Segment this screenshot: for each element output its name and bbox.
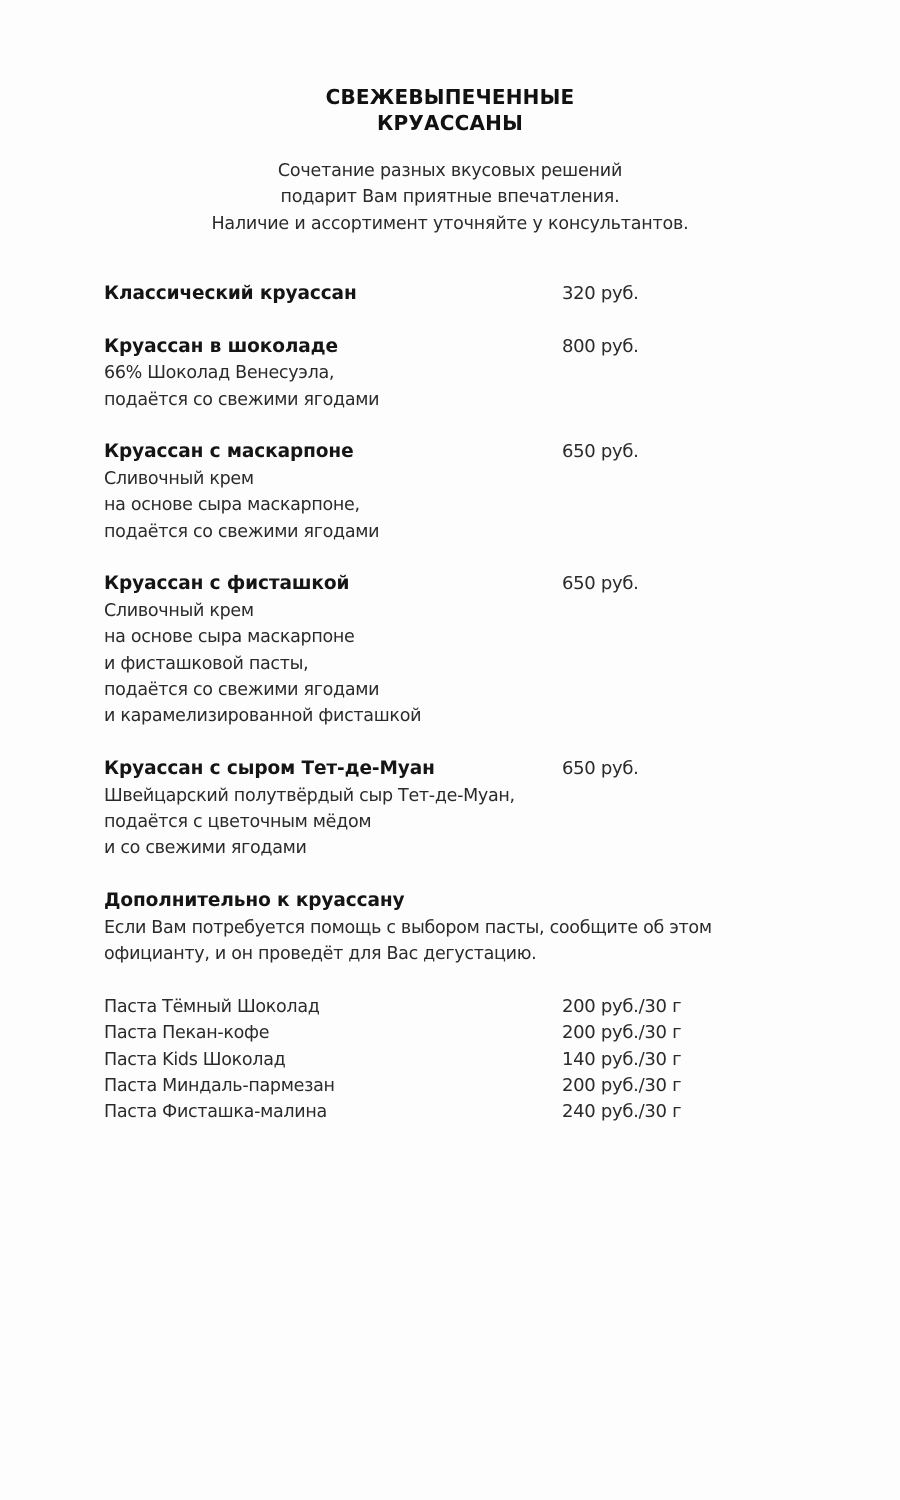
menu-item-classic-croissant [104, 281, 804, 307]
paste-name: Паста Тёмный Шоколад [104, 996, 320, 1017]
item-name: Круассан в шоколаде [104, 335, 338, 357]
paste-price: 200 руб./30 г [562, 1022, 682, 1044]
paste-row-pistachio-raspberry [104, 1099, 804, 1125]
description-line: Сливочный крем [104, 600, 254, 621]
item-description [104, 783, 804, 862]
paste-name: Паста Kids Шоколад [104, 1049, 286, 1070]
item-name: Круассан с сыром Тет-де-Муан [104, 758, 435, 780]
section-title-line-1: СВЕЖЕВЫПЕЧЕННЫЕ [325, 85, 575, 109]
extras-heading: Дополнительно к круассану [104, 890, 405, 912]
paste-row-dark-chocolate [104, 994, 804, 1020]
item-description [104, 598, 804, 730]
paste-name: Паста Фисташка-малина [104, 1102, 327, 1123]
note-line: Если Вам потребуется помощь с выбором пасты, сообщите об этом [104, 917, 712, 938]
item-price: 650 руб. [562, 441, 639, 463]
description-line: подаётся со свежими ягодами [104, 389, 380, 410]
description-line: подаётся со свежими ягодами [104, 521, 380, 542]
extras-note [104, 915, 804, 968]
paste-price: 200 руб./30 г [562, 1075, 682, 1097]
menu-item-tete-de-moine-croissant [104, 756, 804, 862]
menu-item-mascarpone-croissant [104, 439, 804, 545]
description-line: на основе сыра маскарпоне [104, 627, 355, 648]
item-description [104, 466, 804, 545]
paste-price: 200 руб./30 г [562, 995, 682, 1017]
menu-list [104, 281, 804, 1126]
subtitle-line-1: Сочетание разных вкусовых решений [277, 161, 623, 181]
item-price: 800 руб. [562, 335, 639, 357]
menu-item-pistachio-croissant [104, 571, 804, 729]
extras-section [104, 888, 804, 1126]
description-line: подаётся с цветочным мёдом [104, 812, 372, 833]
subtitle-line-3: Наличие и ассортимент уточняйте у консультантов. [211, 213, 689, 234]
paste-name: Паста Миндаль-пармезан [104, 1076, 335, 1097]
item-price: 650 руб. [562, 573, 639, 595]
subtitle-line-2: подарит Вам приятные впечатления. [280, 187, 620, 208]
item-name: Круассан с фисташкой [104, 573, 350, 595]
paste-name: Паста Пекан-кофе [104, 1023, 270, 1044]
item-name: Классический круассан [104, 283, 357, 304]
description-line: Сливочный крем [104, 468, 254, 489]
description-line: и фисташковой пасты, [104, 653, 309, 674]
menu-item-chocolate-croissant [104, 334, 804, 413]
item-price: 650 руб. [562, 758, 639, 780]
menu-header [0, 84, 900, 237]
description-line: Швейцарский полутвёрдый сыр Тет-де-Муан, [104, 785, 515, 806]
paste-row-almond-parmesan [104, 1073, 804, 1099]
item-name: Круассан с маскарпоне [104, 441, 354, 463]
description-line: и со свежими ягодами [104, 838, 307, 859]
description-line: подаётся со свежими ягодами [104, 680, 380, 701]
section-title [0, 84, 900, 136]
description-line: на основе сыра маскарпоне, [104, 495, 360, 516]
paste-row-pecan-coffee [104, 1020, 804, 1046]
note-line: официанту, и он проведёт для Вас дегустацию. [104, 944, 537, 965]
section-subtitle [0, 158, 900, 237]
description-line: и карамелизированной фисташкой [104, 706, 422, 727]
item-price: 320 руб. [562, 283, 639, 304]
paste-price: 240 руб./30 г [562, 1101, 682, 1123]
paste-list [104, 994, 804, 1126]
section-title-line-2: КРУАССАНЫ [377, 111, 523, 135]
paste-row-kids-chocolate [104, 1047, 804, 1073]
description-line: 66% Шоколад Венесуэла, [104, 363, 335, 384]
paste-price: 140 руб./30 г [562, 1048, 682, 1070]
item-description [104, 360, 804, 413]
